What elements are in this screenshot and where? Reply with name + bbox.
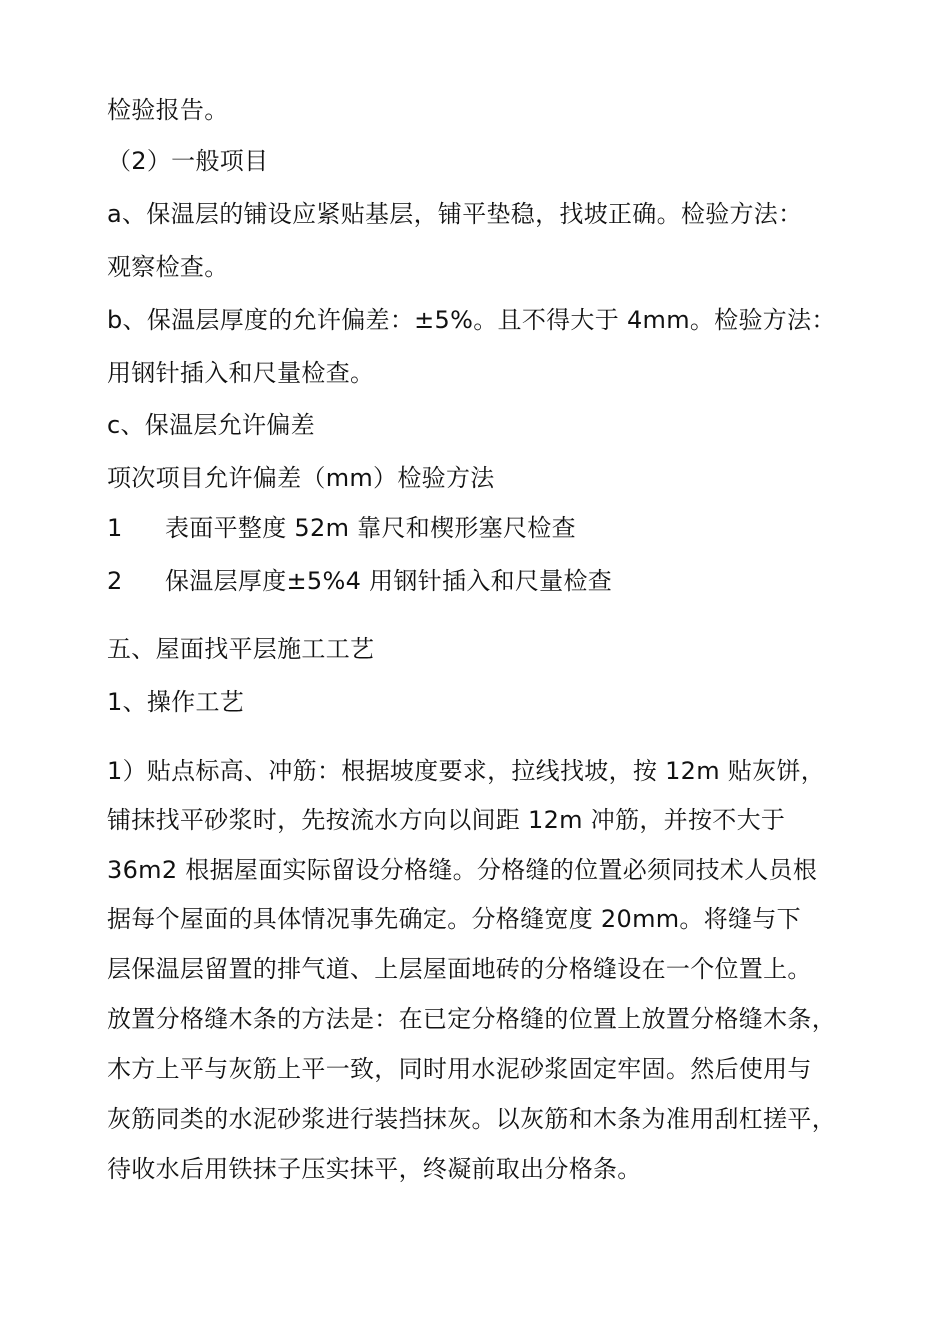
table-row-number: 1 — [107, 514, 123, 542]
paragraph-line: 木方上平与灰筋上平一致，同时用水泥砂浆固定牢固。然后使用与 — [107, 1055, 812, 1083]
report-end-text: 检验报告。 — [107, 96, 229, 124]
table-header: 项次项目允许偏差（mm）检验方法 — [107, 464, 495, 492]
paragraph-line: 铺抹找平砂浆时，先按流水方向以间距 12m 冲筋，并按不大于 — [107, 806, 786, 834]
paragraph-line: 36m2 根据屋面实际留设分格缝。分格缝的位置必须同技术人员根 — [107, 856, 818, 884]
paragraph-line: 待收水后用铁抹子压实抹平，终凝前取出分格条。 — [107, 1155, 642, 1183]
paragraph-line: 层保温层留置的排气道、上层屋面地砖的分格缝设在一个位置上。 — [107, 955, 812, 983]
paragraph-line: 放置分格缝木条的方法是：在已定分格缝的位置上放置分格缝木条， — [107, 1005, 836, 1033]
table-row-text: 保温层厚度±5%4 用钢针插入和尺量检查 — [165, 567, 613, 595]
paragraph-line: 灰筋同类的水泥砂浆进行装挡抹灰。以灰筋和木条为准用刮杠搓平， — [107, 1105, 836, 1133]
table-row-number: 2 — [107, 567, 123, 595]
item-b-line-2: 用钢针插入和尺量检查。 — [107, 359, 375, 387]
item-a-line-1: a、保温层的铺设应紧贴基层，铺平垫稳，找坡正确。检验方法： — [107, 200, 803, 228]
paragraph-line: 1）贴点标高、冲筋：根据坡度要求，拉线找坡，按 12m 贴灰饼， — [107, 757, 826, 785]
table-row-text: 表面平整度 52m 靠尺和楔形塞尺检查 — [165, 514, 576, 542]
item-b-line-1: b、保温层厚度的允许偏差：±5%。且不得大于 4mm。检验方法： — [107, 306, 836, 334]
section-five-heading: 五、屋面找平层施工工艺 — [107, 635, 375, 663]
general-items-heading: （2）一般项目 — [107, 147, 269, 175]
item-a-line-2: 观察检查。 — [107, 253, 229, 281]
subsection-one-heading: 1、操作工艺 — [107, 688, 245, 716]
paragraph-line: 据每个屋面的具体情况事先确定。分格缝宽度 20mm。将缝与下 — [107, 905, 801, 933]
item-c-text: c、保温层允许偏差 — [107, 411, 315, 439]
